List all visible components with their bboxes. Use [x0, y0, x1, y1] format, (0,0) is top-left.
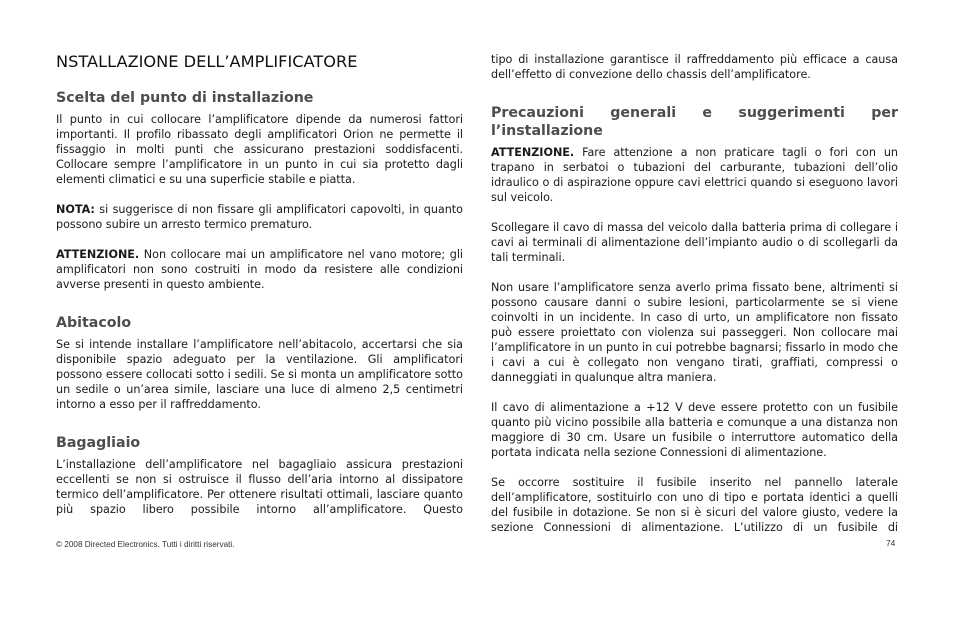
paragraph-mounting: Non usare l’amplificatore senza averlo prima fissato bene, altrimenti si possono causare danni o subire lesioni, particolarmente se si viene coinvolti in un incidente. In caso di urto, un amplificatore non fissato può essere proiettato con violenza sui passeggeri. Non collocare mai l’amplificatore in un punto in cui potrebbe bagnarsi; fissarlo in modo che i cavi a cui è collegato non vengano tirati, graffiati, compressi o danneggiati in qualunque altra maniera.	[491, 281, 898, 384]
warning-text: Non collocare mai un amplificatore nel vano motore; gli amplificatori non sono costruiti in modo da resistere alle condizioni avverse presenti in questo ambiente.	[56, 248, 463, 291]
paragraph-fuse-replacement: Se occorre sostituire il fusibile inserito nel pannello laterale dell’amplificatore, sostituirlo con uno di tipo e portata identici a quelli del fusibile in dotazione. Se non si è sicuri del valore giusto, vedere la sezione Connessioni di alimentazione. L’utilizzo di un fusibile di	[491, 476, 898, 534]
section-heading-bagagliaio: Bagagliaio	[56, 435, 141, 451]
right-column	[491, 52, 898, 535]
page-number: 74	[886, 538, 896, 548]
note-label: NOTA:	[56, 203, 95, 216]
section-heading-abitacolo: Abitacolo	[56, 315, 132, 331]
warning-text-2: Fare attenzione a non praticare tagli o fori con un trapano in serbatoi o tubazioni del carburante, tubazioni dell’olio idraulico o di aspirazione oppure cavi elettrici quando si eseguono lavori sul veicolo.	[491, 146, 898, 204]
paragraph-power-fuse: Il cavo di alimentazione a +12 V deve essere protetto con un fusibile quanto più vicino possibile alla batteria e comunque a una distanza non maggiore di 30 cm. Usare un fusibile o interruttore automatico della portata indicata nella sezione Connessioni di alimentazione.	[491, 401, 898, 459]
note-text: si suggerisce di non fissare gli amplificatori capovolti, in quanto possono subire un arresto termico prematuro.	[56, 203, 463, 231]
paragraph-abitacolo: Se si intende installare l’amplificatore nell’abitacolo, accertarsi che sia disponibile spazio adeguato per la ventilazione. Gli amplificatori possono essere collocati sotto i sedili. Se si monta un amplificatore sotto un sedile o un’area simile, lasciare una luce di almeno 2,5 centimetri intorno a esso per il raffreddamento.	[56, 338, 463, 411]
paragraph-ground-cable: Scollegare il cavo di massa del veicolo dalla batteria prima di collegare i cavi ai terminali di alimentazione dell’impianto audio o di scollegarli da tali terminali.	[491, 221, 898, 264]
warning-label: ATTENZIONE.	[56, 248, 140, 261]
left-column	[56, 52, 463, 517]
page-title: NSTALLAZIONE DELL’AMPLIFICATORE	[56, 52, 358, 71]
warning-paragraph-drilling	[491, 145, 898, 205]
copyright-notice: © 2008 Directed Electronics. Tutti i diritti riservati.	[56, 540, 235, 549]
warning-paragraph-engine	[56, 247, 463, 292]
paragraph-continued: tipo di installazione garantisce il raffreddamento più efficace a causa dell’effetto di convezione dello chassis dell’amplificatore.	[491, 53, 898, 81]
section-heading-scelta: Scelta del punto di installazione	[56, 90, 314, 106]
section-heading-precauzioni: Precauzioni generali e suggerimenti per l’installazione	[491, 105, 898, 139]
paragraph-bagagliaio: L’installazione dell’amplificatore nel bagagliaio assicura prestazioni eccellenti se non si ostruisce il flusso dell’aria intorno al dissipatore termico dell’amplificatore. Per ottenere risultati ottimali, lasciare quanto più spazio libero possibile intorno all’amplificatore. Questo	[56, 458, 463, 516]
paragraph-scelta: Il punto in cui collocare l’amplificatore dipende da numerosi fattori importanti. Il profilo ribassato degli amplificatori Orion ne permette il fissaggio in molti punti che assicurano prestazioni soddisfacenti. Collocare sempre l’amplificatore in un punto in cui sia protetto dagli elementi climatici e su una superficie stabile e piatta.	[56, 113, 463, 186]
warning-label-2: ATTENZIONE.	[491, 146, 575, 159]
note-paragraph	[56, 202, 463, 232]
